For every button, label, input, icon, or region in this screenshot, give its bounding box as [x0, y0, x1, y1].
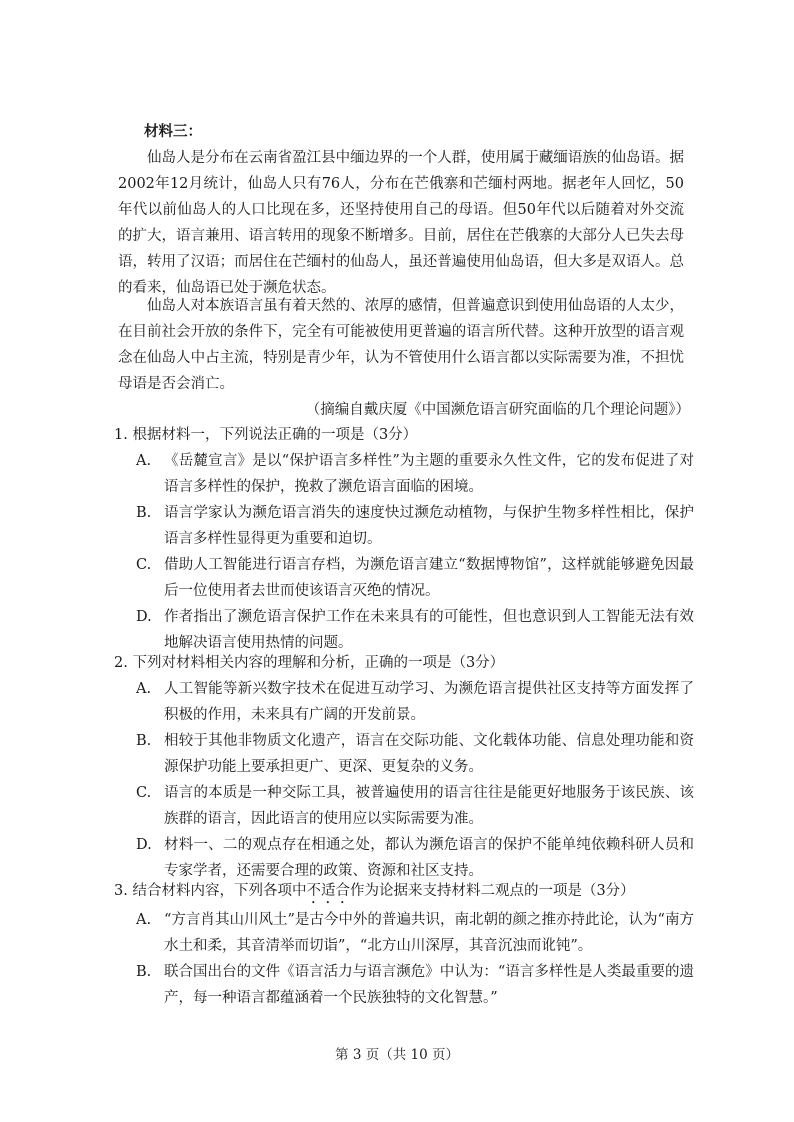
option-b: [136, 728, 694, 780]
question-stem: 2. 下列对材料相关内容的理解和分析，正确的一项是（3分）: [114, 655, 505, 671]
option-letter: C.: [136, 785, 152, 801]
page-footer: 第 3 页（共 10 页）: [335, 1047, 459, 1063]
option-letter: B.: [136, 505, 152, 521]
option-text: 材料一、二的观点存在相通之处，都认为濒危语言的保护不能单纯依赖科研人员和专家学者，还需要合理的政策、资源和社区支持。: [164, 837, 694, 879]
material-paragraph: 仙岛人对本族语言虽有着天然的、浓厚的感情，但普遍意识到使用仙岛语的人太少，在目前社会开放的条件下，完全有可能被使用更普遍的语言所代替。这种开放型的语言观念在仙岛人中占主流，特别是青少年，认为不管使用什么语言都以实际需要为准，不担忧母语是否会消亡。: [118, 298, 684, 392]
option-letter: A.: [136, 453, 152, 469]
question-stem: 1. 根据材料一，下列说法正确的一项是（3分）: [114, 427, 418, 443]
option-a: [136, 907, 694, 959]
option-c: [136, 780, 694, 832]
option-text: “方言肖其山川风土”是古今中外的普遍共识，南北朝的颜之推亦持此论，认为“南方水土和柔，其音清举而切诣”，“北方山川深厚，其音沉浊而讹钝”。: [164, 912, 694, 954]
option-text: 联合国出台的文件《语言活力与语言濒危》中认为：“语言多样性是人类最重要的遗产，每一种语言都蕴涵着一个民族独特的文化智慧。”: [164, 964, 694, 1006]
option-letter: B.: [136, 964, 152, 980]
option-d: [136, 832, 694, 884]
option-letter: B.: [136, 733, 152, 749]
option-text: 借助人工智能进行语言存档，为濒危语言建立“数据博物馆”，这样就能够避免因最后一位使用者去世而使该语言灭绝的情况。: [164, 557, 694, 599]
option-d: [136, 604, 694, 656]
question-stem: [114, 878, 694, 907]
option-text: 语言的本质是一种交际工具，被普遍使用的语言往往是能更好地服务于该民族、该族群的语言，因此语言的使用应以实际需要为准。: [164, 785, 694, 827]
option-text: 人工智能等新兴数字技术在促进互动学习、为濒危语言提供社区支持等方面发挥了积极的作用，未来具有广阔的开发前景。: [164, 681, 694, 723]
source-citation: （摘编自戴庆厦《中国濒危语言研究面临的几个理论问题》）: [305, 402, 690, 418]
option-letter: D.: [136, 837, 152, 853]
stem-text: 作为论据来支持材料二观点的一项是（3分）: [349, 883, 635, 899]
material-paragraph: 仙岛人是分布在云南省盈江县中缅边界的一个人群，使用属于藏缅语族的仙岛语。据2002年12月统计，仙岛人只有76人，分布在芒俄寨和芒缅村两地。据老年人回忆，50年代以前仙岛人的人口比现在多，还坚持使用自己的母语。但50年代以后随着对外交流的扩大，语言兼用、语言转用的现象不断增多。目前，居住在芒俄寨的大部分人已失去母语，转用了汉语；而居住在芒缅村的仙岛人，虽还普遍使用仙岛语，但大多是双语人。总的看来，仙岛语已处于濒危状态。: [118, 150, 684, 296]
option-text: 《岳麓宣言》是以“保护语言多样性”为主题的重要永久性文件，它的发布促进了对语言多样性的保护，挽救了濒危语言面临的困境。: [164, 453, 694, 495]
question-2: [114, 650, 694, 884]
material-title: 材料三：: [144, 124, 202, 140]
question-1: [114, 422, 694, 656]
option-b: [136, 959, 694, 1011]
option-text: 作者指出了濒危语言保护工作在未来具有的可能性，但也意识到人工智能无法有效地解决语言使用热情的问题。: [164, 609, 694, 651]
option-letter: C.: [136, 557, 152, 573]
option-a: [136, 676, 694, 728]
option-text: 语言学家认为濒危语言消失的速度快过濒危动植物，与保护生物多样性相比，保护语言多样性显得更为重要和迫切。: [164, 505, 694, 547]
option-b: [136, 500, 694, 552]
stem-emphasis: 不适合: [306, 883, 350, 899]
option-c: [136, 552, 694, 604]
option-letter: D.: [136, 609, 152, 625]
option-a: [136, 448, 694, 500]
option-text: 相较于其他非物质文化遗产，语言在交际功能、文化载体功能、信息处理功能和资源保护功能上要承担更广、更深、更复杂的义务。: [164, 733, 694, 775]
stem-text: 3. 结合材料内容，下列各项中: [114, 883, 307, 899]
question-3: [114, 878, 694, 1011]
option-letter: A.: [136, 681, 152, 697]
option-letter: A.: [136, 912, 152, 928]
